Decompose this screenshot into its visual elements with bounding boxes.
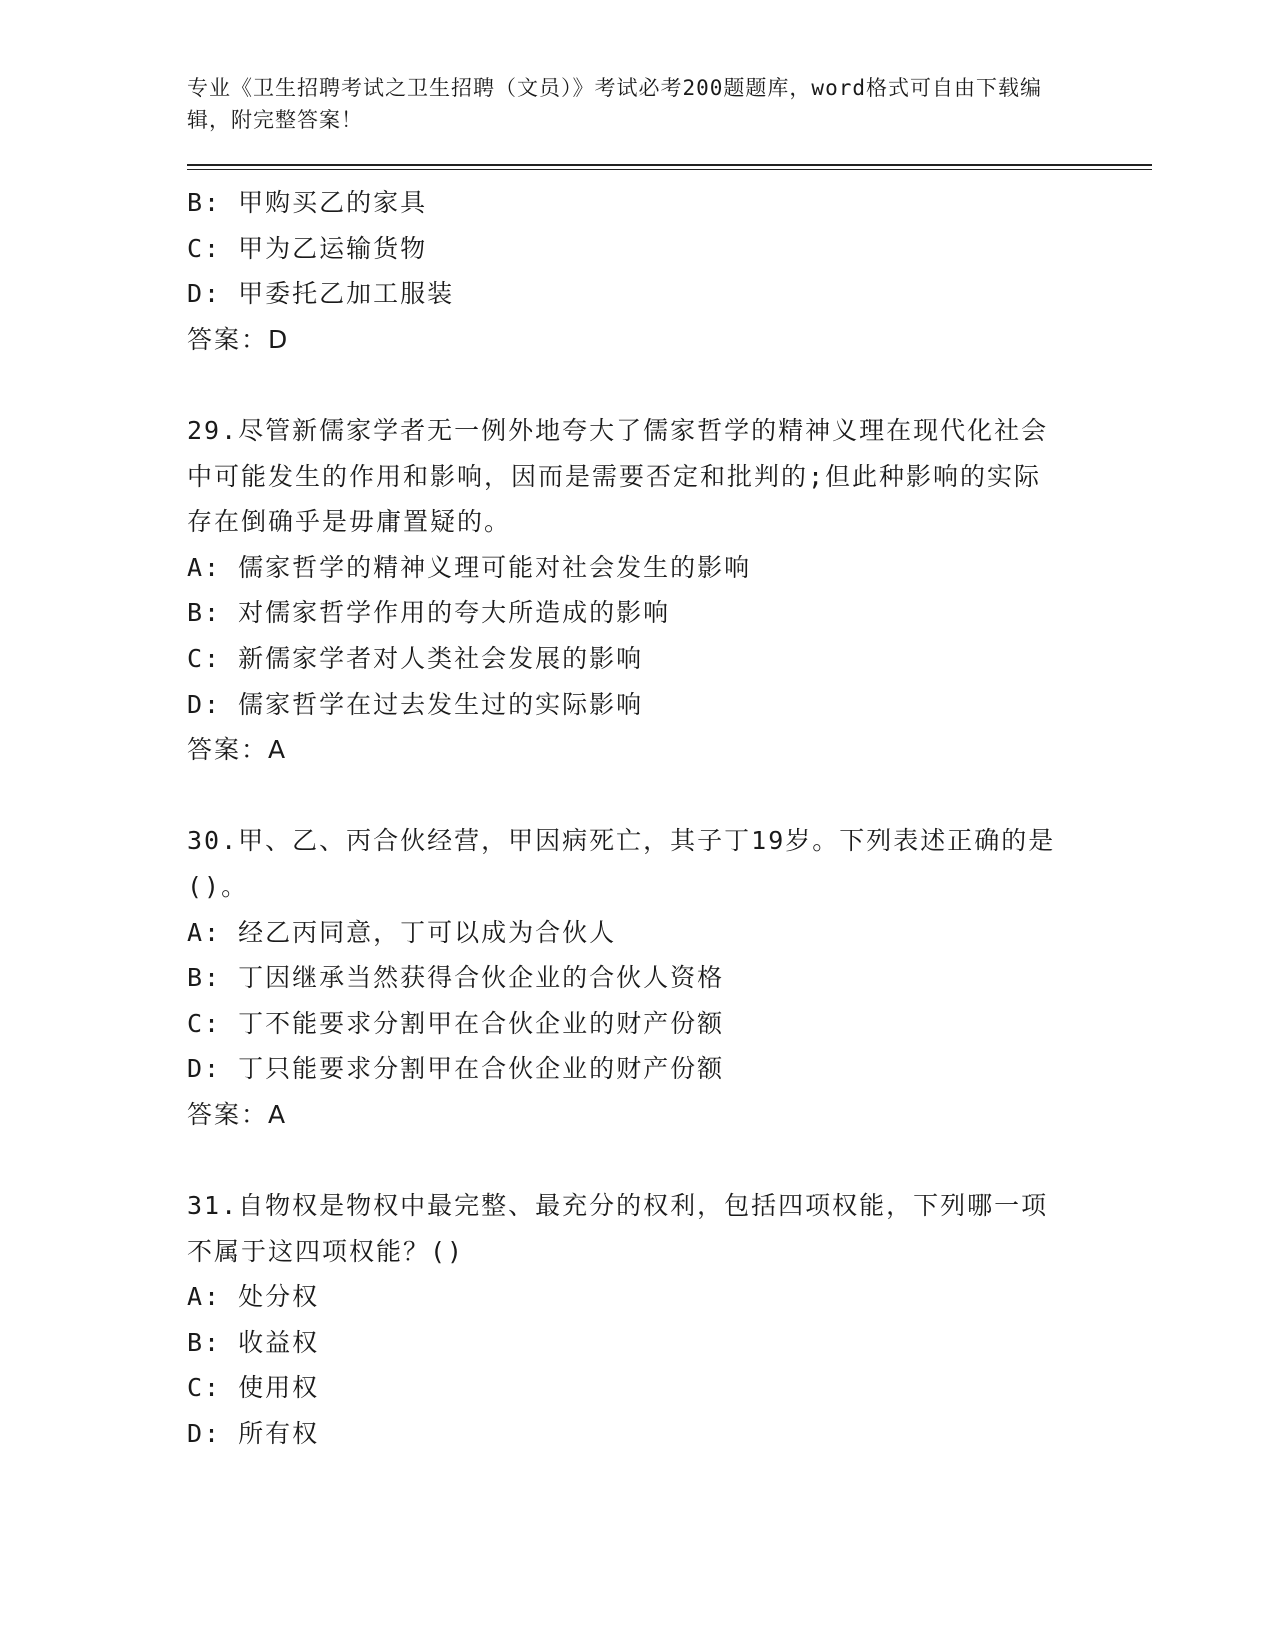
option-c: C: 甲为乙运输货物 (187, 233, 428, 263)
spacer (187, 1137, 1152, 1183)
option-c: C: 使用权 (187, 1373, 320, 1403)
option-d: D: 所有权 (187, 1419, 320, 1449)
answer-line: 答案：A (187, 1099, 288, 1129)
question-29-stem: 29.尽管新儒家学者无一例外地夸大了儒家哲学的精神义理在现代化社会中可能发生的作用和影响，因而是需要否定和批判的;但此种影响的实际存在倒确乎是毋庸置疑的。 (187, 415, 1049, 537)
question-31-stem: 31.自物权是物权中最完整、最充分的权利，包括四项权能，下列哪一项不属于这四项权能？() (187, 1191, 1049, 1266)
option-a: A: 儒家哲学的精神义理可能对社会发生的影响 (187, 552, 752, 582)
option-d: D: 丁只能要求分割甲在合伙企业的财产份额 (187, 1054, 725, 1084)
document-page (187, 72, 1152, 1457)
question-list (187, 180, 1152, 1457)
answer-line: 答案：D (187, 324, 290, 354)
option-b: B: 甲购买乙的家具 (187, 188, 428, 217)
option-c: C: 丁不能要求分割甲在合伙企业的财产份额 (187, 1008, 725, 1038)
option-c: C: 新儒家学者对人类社会发展的影响 (187, 643, 644, 673)
option-a: A: 处分权 (187, 1282, 320, 1312)
option-b: B: 收益权 (187, 1327, 320, 1357)
spacer (187, 773, 1152, 819)
header-divider (187, 164, 1152, 170)
option-b: B: 丁因继承当然获得合伙企业的合伙人资格 (187, 963, 725, 993)
option-b: B: 对儒家哲学作用的夸大所造成的影响 (187, 598, 671, 628)
answer-line: 答案：A (187, 735, 288, 765)
option-d: D: 儒家哲学在过去发生过的实际影响 (187, 689, 644, 719)
document-header: 专业《卫生招聘考试之卫生招聘（文员）》考试必考200题题库，word格式可自由下载编辑，附完整答案！ (187, 76, 1042, 132)
option-a: A: 经乙丙同意，丁可以成为合伙人 (187, 917, 617, 947)
option-d: D: 甲委托乙加工服装 (187, 279, 455, 309)
spacer (187, 362, 1152, 408)
question-30-stem: 30.甲、乙、丙合伙经营，甲因病死亡，其子丁19岁。下列表述正确的是()。 (187, 826, 1056, 901)
